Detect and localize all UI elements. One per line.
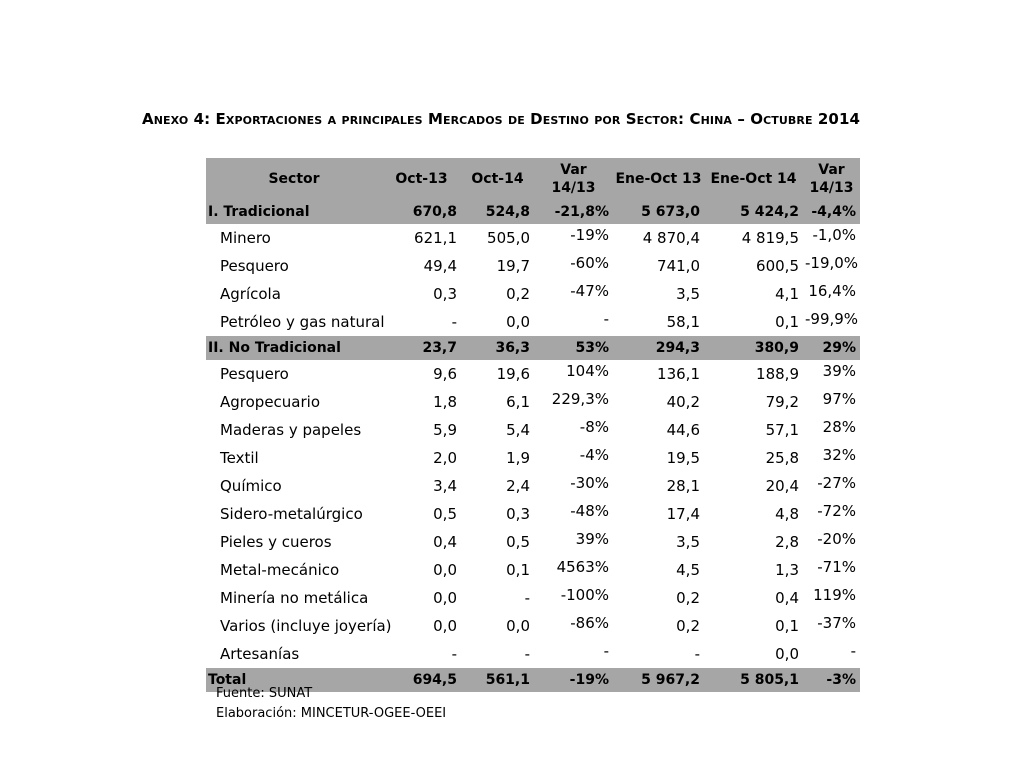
value-cell: -	[524, 645, 530, 663]
value-cell: 57,1	[765, 421, 799, 439]
value-cell: 4563%	[556, 558, 609, 576]
value-cell: 0,0	[433, 561, 457, 579]
value-cell: 19,5	[666, 449, 700, 467]
value-cell: -19,0%	[805, 254, 859, 272]
value-cell: -30%	[570, 474, 609, 492]
value-cell: 104%	[566, 362, 609, 380]
value-cell: -47%	[570, 282, 609, 300]
value-cell: -100%	[560, 586, 609, 604]
value-cell: 49,4	[423, 257, 457, 275]
value-cell: 9,6	[433, 365, 457, 383]
value-cell: 741,0	[657, 257, 700, 275]
value-cell: 524,8	[461, 200, 534, 224]
value-cell: 39%	[822, 362, 856, 380]
value-cell: 3,4	[433, 477, 457, 495]
value-cell: 5 805,1	[704, 668, 803, 692]
elaboration-note: Elaboración: MINCETUR-OGEE-OEEI	[216, 706, 447, 721]
value-cell: 4 870,4	[642, 229, 700, 247]
table-row	[206, 528, 860, 556]
value-cell: -71%	[817, 558, 856, 576]
table-row	[206, 472, 860, 500]
value-cell: 294,3	[613, 336, 704, 360]
sector-label: Minería no metálica	[220, 589, 369, 607]
value-cell: 44,6	[666, 421, 700, 439]
table-row	[206, 584, 860, 612]
source-note: Fuente: SUNAT	[216, 686, 313, 701]
table-row	[206, 388, 860, 416]
header-row	[206, 158, 860, 200]
value-cell: 20,4	[765, 477, 799, 495]
value-cell: 19,7	[496, 257, 530, 275]
value-cell: -99,9%	[805, 310, 859, 328]
value-cell: 1,3	[775, 561, 799, 579]
table-row	[206, 444, 860, 472]
table-header	[206, 158, 860, 200]
value-cell: 5,4	[506, 421, 530, 439]
value-cell: 58,1	[666, 313, 700, 331]
sector-label: Pieles y cueros	[220, 533, 332, 551]
value-cell: 561,1	[461, 668, 534, 692]
sector-label: Químico	[220, 477, 282, 495]
value-cell: 229,3%	[551, 390, 609, 408]
value-cell: 0,1	[775, 617, 799, 635]
value-cell: 1,9	[506, 449, 530, 467]
value-cell: 5 967,2	[613, 668, 704, 692]
value-cell: 2,8	[775, 533, 799, 551]
header-ene-oct-14: Ene-Oct 14	[704, 158, 803, 200]
value-cell: 2,4	[506, 477, 530, 495]
value-cell: 0,1	[775, 313, 799, 331]
sector-label: Maderas y papeles	[220, 421, 362, 439]
value-cell: 505,0	[487, 229, 530, 247]
value-cell: -4%	[579, 446, 609, 464]
value-cell: 0,0	[433, 617, 457, 635]
header-var-cumulative: Var 14/13	[803, 158, 860, 200]
value-cell: 0,2	[676, 617, 700, 635]
table-row	[206, 500, 860, 528]
value-cell: 6,1	[506, 393, 530, 411]
sector-label: Metal-mecánico	[220, 561, 340, 579]
sector-label: Sidero-metalúrgico	[220, 505, 363, 523]
sector-label: Total	[206, 668, 382, 692]
value-cell: 670,8	[382, 200, 461, 224]
exports-table	[206, 158, 860, 692]
value-cell: 0,1	[506, 561, 530, 579]
value-cell: 0,0	[433, 589, 457, 607]
value-cell: 5 424,2	[704, 200, 803, 224]
sector-label: Agropecuario	[220, 393, 321, 411]
group-row	[206, 336, 860, 360]
value-cell: 4,5	[676, 561, 700, 579]
value-cell: 25,8	[765, 449, 799, 467]
table-row	[206, 280, 860, 308]
value-cell: -4,4%	[803, 200, 860, 224]
value-cell: 5 673,0	[613, 200, 704, 224]
value-cell: 0,0	[775, 645, 799, 663]
value-cell: -	[524, 589, 530, 607]
header-sector: Sector	[206, 158, 382, 200]
value-cell: 53%	[534, 336, 613, 360]
value-cell: -	[451, 645, 457, 663]
value-cell: 19,6	[496, 365, 530, 383]
value-cell: 694,5	[382, 668, 461, 692]
value-cell: -19%	[570, 226, 609, 244]
value-cell: 3,5	[676, 285, 700, 303]
value-cell: -60%	[570, 254, 609, 272]
value-cell: 16,4%	[808, 282, 856, 300]
table-row	[206, 308, 860, 336]
value-cell: -	[603, 642, 609, 660]
header-oct-13: Oct-13	[382, 158, 461, 200]
value-cell: 188,9	[756, 365, 799, 383]
value-cell: 36,3	[461, 336, 534, 360]
value-cell: -3%	[803, 668, 860, 692]
value-cell: -72%	[817, 502, 856, 520]
value-cell: -27%	[817, 474, 856, 492]
sector-label: Artesanías	[220, 645, 300, 663]
value-cell: 97%	[822, 390, 856, 408]
value-cell: -21,8%	[534, 200, 613, 224]
table-row	[206, 224, 860, 252]
header-var-monthly: Var 14/13	[534, 158, 613, 200]
value-cell: -86%	[570, 614, 609, 632]
value-cell: 23,7	[382, 336, 461, 360]
sector-label: Textil	[220, 449, 259, 467]
value-cell: 4,1	[775, 285, 799, 303]
value-cell: 0,2	[506, 285, 530, 303]
value-cell: -1,0%	[812, 226, 856, 244]
value-cell: 79,2	[765, 393, 799, 411]
value-cell: -19%	[534, 668, 613, 692]
value-cell: -	[694, 645, 700, 663]
sector-label: Pesquero	[220, 257, 289, 275]
value-cell: -	[603, 310, 609, 328]
value-cell: 0,0	[506, 313, 530, 331]
sector-label: Varios (incluye joyería)	[220, 617, 392, 635]
value-cell: 17,4	[666, 505, 700, 523]
value-cell: 2,0	[433, 449, 457, 467]
sector-label: I. Tradicional	[206, 200, 382, 224]
value-cell: 28,1	[666, 477, 700, 495]
value-cell: 4 819,5	[741, 229, 799, 247]
value-cell: 0,2	[676, 589, 700, 607]
value-cell: -	[850, 642, 856, 660]
value-cell: 39%	[575, 530, 609, 548]
sector-label: Pesquero	[220, 365, 289, 383]
table-row	[206, 556, 860, 584]
value-cell: -8%	[579, 418, 609, 436]
value-cell: -48%	[570, 502, 609, 520]
value-cell: 0,5	[433, 505, 457, 523]
table-row	[206, 252, 860, 280]
table-row	[206, 640, 860, 668]
value-cell: -37%	[817, 614, 856, 632]
value-cell: 29%	[803, 336, 860, 360]
value-cell: 5,9	[433, 421, 457, 439]
table-row	[206, 416, 860, 444]
value-cell: 28%	[822, 418, 856, 436]
sector-label: II. No Tradicional	[206, 336, 382, 360]
header-ene-oct-13: Ene-Oct 13	[613, 158, 704, 200]
value-cell: 3,5	[676, 533, 700, 551]
sector-label: Petróleo y gas natural	[220, 313, 385, 331]
value-cell: 380,9	[704, 336, 803, 360]
value-cell: 4,8	[775, 505, 799, 523]
value-cell: -20%	[817, 530, 856, 548]
value-cell: 40,2	[666, 393, 700, 411]
value-cell: 0,5	[506, 533, 530, 551]
sector-label: Agrícola	[220, 285, 281, 303]
table-row	[206, 612, 860, 640]
value-cell: 600,5	[756, 257, 799, 275]
value-cell: 32%	[822, 446, 856, 464]
value-cell: 621,1	[414, 229, 457, 247]
value-cell: 1,8	[433, 393, 457, 411]
table-row	[206, 360, 860, 388]
value-cell: -	[451, 313, 457, 331]
value-cell: 119%	[813, 586, 856, 604]
value-cell: 0,4	[433, 533, 457, 551]
table-body	[206, 200, 860, 692]
value-cell: 136,1	[657, 365, 700, 383]
value-cell: 0,4	[775, 589, 799, 607]
header-oct-14: Oct-14	[461, 158, 534, 200]
value-cell: 0,3	[433, 285, 457, 303]
value-cell: 0,3	[506, 505, 530, 523]
sector-label: Minero	[220, 229, 271, 247]
document-title: Anexo 4: Exportaciones a principales Mercados de Destino por Sector: China – Octubre 2014	[142, 110, 861, 128]
group-row	[206, 200, 860, 224]
value-cell: 0,0	[506, 617, 530, 635]
